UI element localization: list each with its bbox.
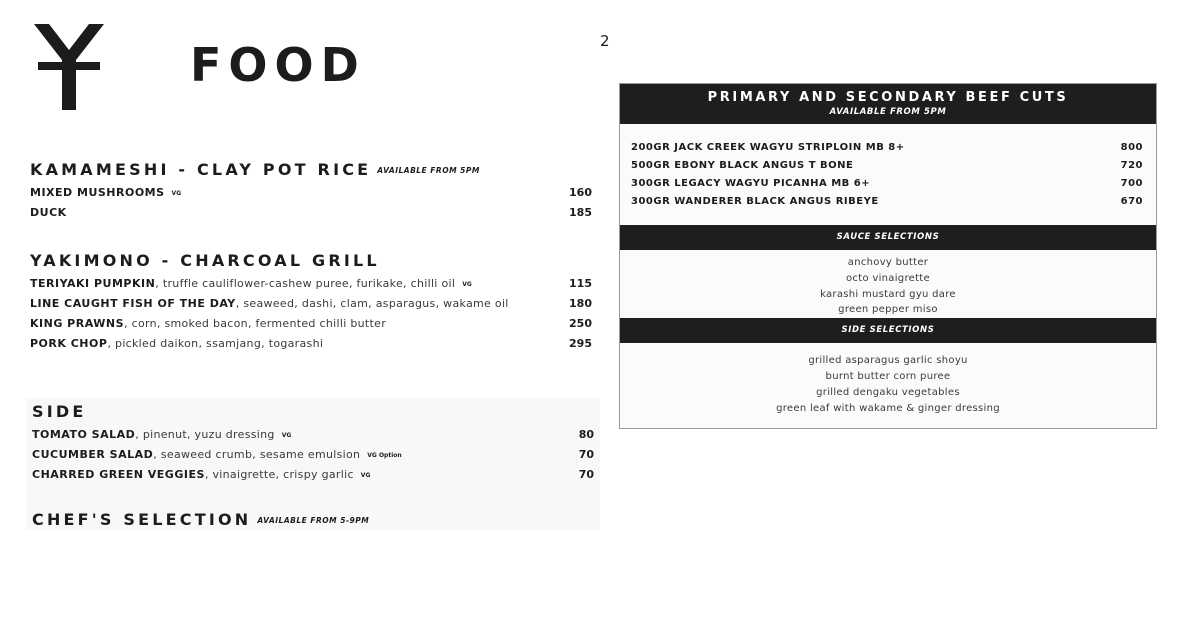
- item-price: 70: [578, 468, 594, 481]
- item-name: CUCUMBER SALAD: [32, 448, 154, 461]
- menu-item: [30, 206, 592, 219]
- item-name: LINE CAUGHT FISH OF THE DAY: [30, 297, 236, 310]
- item-price: 185: [569, 206, 592, 219]
- vg-option-tag: VG Option: [367, 451, 402, 459]
- sauce-selections-bar: [620, 225, 1156, 250]
- side-selections-bar: [620, 318, 1156, 343]
- vg-tag: VG: [171, 189, 182, 197]
- cut-name: 500GR EBONY BLACK ANGUS T BONE: [631, 160, 854, 171]
- vg-tag: VG: [462, 280, 472, 288]
- beef-cuts-panel: [619, 83, 1157, 429]
- side-selection-item: burnt butter corn puree: [825, 371, 951, 382]
- kamameshi-heading: [30, 160, 480, 179]
- item-price: 80: [578, 428, 594, 441]
- cut-price: 670: [1120, 196, 1143, 207]
- item-price: 160: [569, 186, 592, 199]
- beef-cut-row: [631, 160, 1143, 171]
- sauce-item: octo vinaigrette: [846, 273, 930, 284]
- sauce-item: karashi mustard gyu dare: [820, 289, 956, 300]
- item-name: TERIYAKI PUMPKIN: [30, 277, 156, 290]
- side-selection-item: green leaf with wakame & ginger dressing: [776, 403, 1000, 414]
- item-price: 70: [578, 448, 594, 461]
- side-selection-item: grilled asparagus garlic shoyu: [808, 355, 968, 366]
- cut-price: 700: [1120, 178, 1143, 189]
- item-name: DUCK: [30, 206, 67, 219]
- item-description: , corn, smoked bacon, fermented chilli butter: [124, 317, 387, 330]
- side-section: [26, 398, 600, 530]
- availability-note: AVAILABLE FROM 5-9PM: [257, 516, 370, 525]
- sauce-heading: SAUCE SELECTIONS: [836, 232, 940, 242]
- menu-item: [32, 448, 594, 461]
- vg-tag: VG: [281, 431, 292, 439]
- menu-item: [32, 428, 594, 441]
- section-title: YAKIMONO - CHARCOAL GRILL: [30, 251, 380, 270]
- item-description: , pickled daikon, ssamjang, togarashi: [107, 337, 324, 350]
- page-title: FOOD: [190, 38, 366, 92]
- item-description: , vinaigrette, crispy garlic: [204, 468, 354, 481]
- availability-note: AVAILABLE FROM 5PM: [377, 166, 480, 175]
- menu-item: [30, 337, 592, 350]
- beef-cut-row: [631, 196, 1143, 207]
- beef-cut-row: [631, 178, 1143, 189]
- page-number: 2: [600, 32, 610, 50]
- beef-heading: PRIMARY AND SECONDARY BEEF CUTS: [707, 90, 1069, 105]
- item-name: MIXED MUSHROOMS: [30, 186, 165, 199]
- cut-price: 720: [1120, 160, 1143, 171]
- vg-tag: VG: [360, 471, 371, 479]
- cut-price: 800: [1120, 142, 1143, 153]
- item-price: 180: [569, 297, 592, 310]
- cut-name: 300GR LEGACY WAGYU PICANHA MB 6+: [631, 178, 871, 189]
- availability-note: AVAILABLE FROM 5PM: [829, 107, 947, 117]
- menu-item: [30, 186, 592, 199]
- cut-name: 300GR WANDERER BLACK ANGUS RIBEYE: [631, 196, 879, 207]
- item-name: CHARRED GREEN VEGGIES: [32, 468, 205, 481]
- beef-header-bar: [620, 84, 1156, 124]
- beef-cut-row: [631, 142, 1143, 153]
- sauce-item: green pepper miso: [838, 304, 938, 315]
- section-title: KAMAMESHI - CLAY POT RICE: [30, 160, 372, 179]
- item-name: KING PRAWNS: [30, 317, 124, 330]
- menu-item: [30, 297, 592, 310]
- side-heading: [32, 402, 87, 421]
- menu-item: [30, 317, 592, 330]
- side-selection-item: grilled dengaku vegetables: [816, 387, 960, 398]
- menu-item: [30, 277, 592, 290]
- yakimono-heading: [30, 251, 380, 270]
- yen-logo-icon: [34, 24, 104, 110]
- menu-item: [32, 468, 594, 481]
- item-description: , seaweed crumb, sesame emulsion: [153, 448, 361, 461]
- sauce-item: anchovy butter: [847, 257, 929, 268]
- item-name: TOMATO SALAD: [32, 428, 136, 441]
- item-price: 295: [569, 337, 592, 350]
- item-name: PORK CHOP: [30, 337, 108, 350]
- item-description: , seaweed, dashi, clam, asparagus, wakame oil: [235, 297, 509, 310]
- cut-name: 200GR JACK CREEK WAGYU STRIPLOIN MB 8+: [631, 142, 905, 153]
- item-description: , pinenut, yuzu dressing: [135, 428, 275, 441]
- item-price: 115: [569, 277, 592, 290]
- section-title: SIDE: [32, 402, 87, 421]
- section-title: CHEF'S SELECTION: [32, 510, 252, 529]
- item-price: 250: [569, 317, 592, 330]
- side-selections-heading: SIDE SELECTIONS: [841, 325, 935, 335]
- item-description: , truffle cauliflower-cashew puree, furikake, chilli oil: [155, 277, 456, 290]
- chef-selection-heading: [32, 510, 369, 529]
